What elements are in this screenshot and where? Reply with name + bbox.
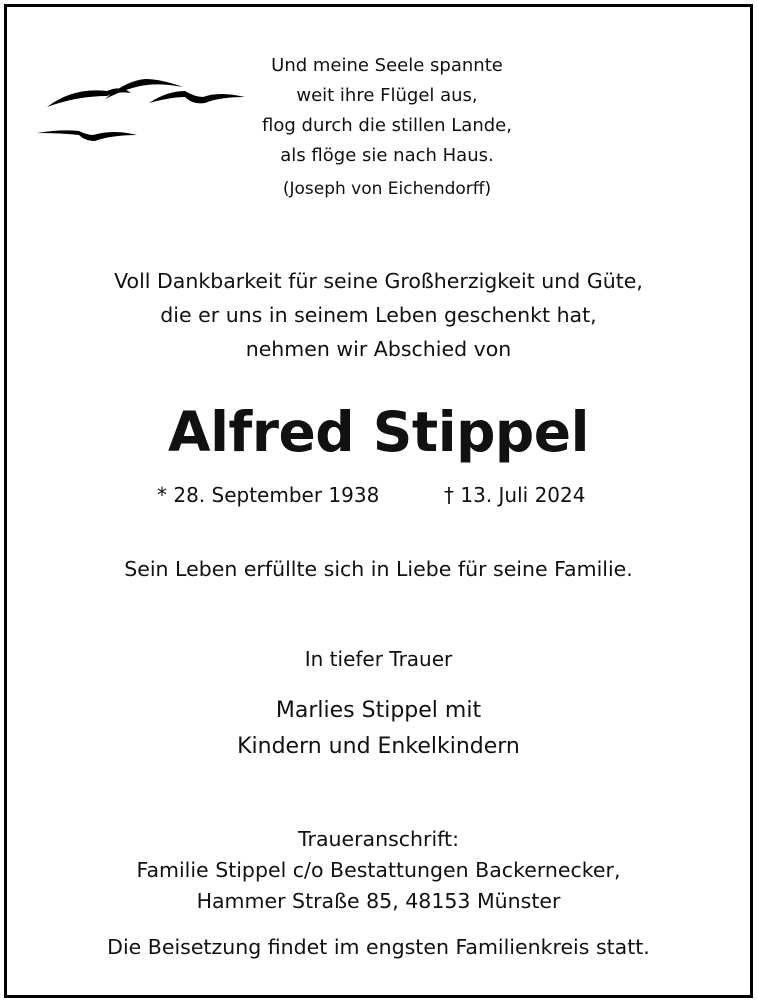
intro-line: die er uns in seinem Leben geschenkt hat, xyxy=(160,303,597,327)
bird-4 xyxy=(37,130,137,141)
intro-text xyxy=(7,264,750,366)
poem-line: weit ihre Flügel aus, xyxy=(296,85,478,106)
obituary-notice xyxy=(4,4,753,998)
mourner-line: Kindern und Enkelkindern xyxy=(237,734,520,759)
life-dates xyxy=(7,483,750,513)
poem-author: (Joseph von Eichendorff) xyxy=(282,179,492,199)
intro-line: nehmen wir Abschied von xyxy=(245,337,512,361)
life-summary: Sein Leben erfüllte sich in Liebe für seine Familie. xyxy=(124,557,633,581)
deceased-name: Alfred Stippel xyxy=(168,400,589,464)
intro-line: Voll Dankbarkeit für seine Großherzigkeit und Güte, xyxy=(114,269,643,293)
poem-line: flog durch die stillen Lande, xyxy=(262,115,512,136)
mourners xyxy=(7,693,750,765)
poem xyxy=(207,51,567,171)
poem-line: als flöge sie nach Haus. xyxy=(280,145,494,166)
mourning-heading: In tiefer Trauer xyxy=(304,647,453,671)
poem-line: Und meine Seele spannte xyxy=(271,55,503,76)
address-label: Traueranschrift: xyxy=(298,827,459,851)
death-date: † 13. Juli 2024 xyxy=(444,483,586,507)
mourner-line: Marlies Stippel mit xyxy=(275,698,482,723)
address-line: Hammer Straße 85, 48153 Münster xyxy=(196,889,561,913)
mourning-address xyxy=(7,824,750,917)
address-line: Familie Stippel c/o Bestattungen Backernecker, xyxy=(136,858,621,882)
birth-date: * 28. September 1938 xyxy=(157,483,380,507)
funeral-note: Die Beisetzung findet im engsten Familienkreis statt. xyxy=(107,935,650,959)
